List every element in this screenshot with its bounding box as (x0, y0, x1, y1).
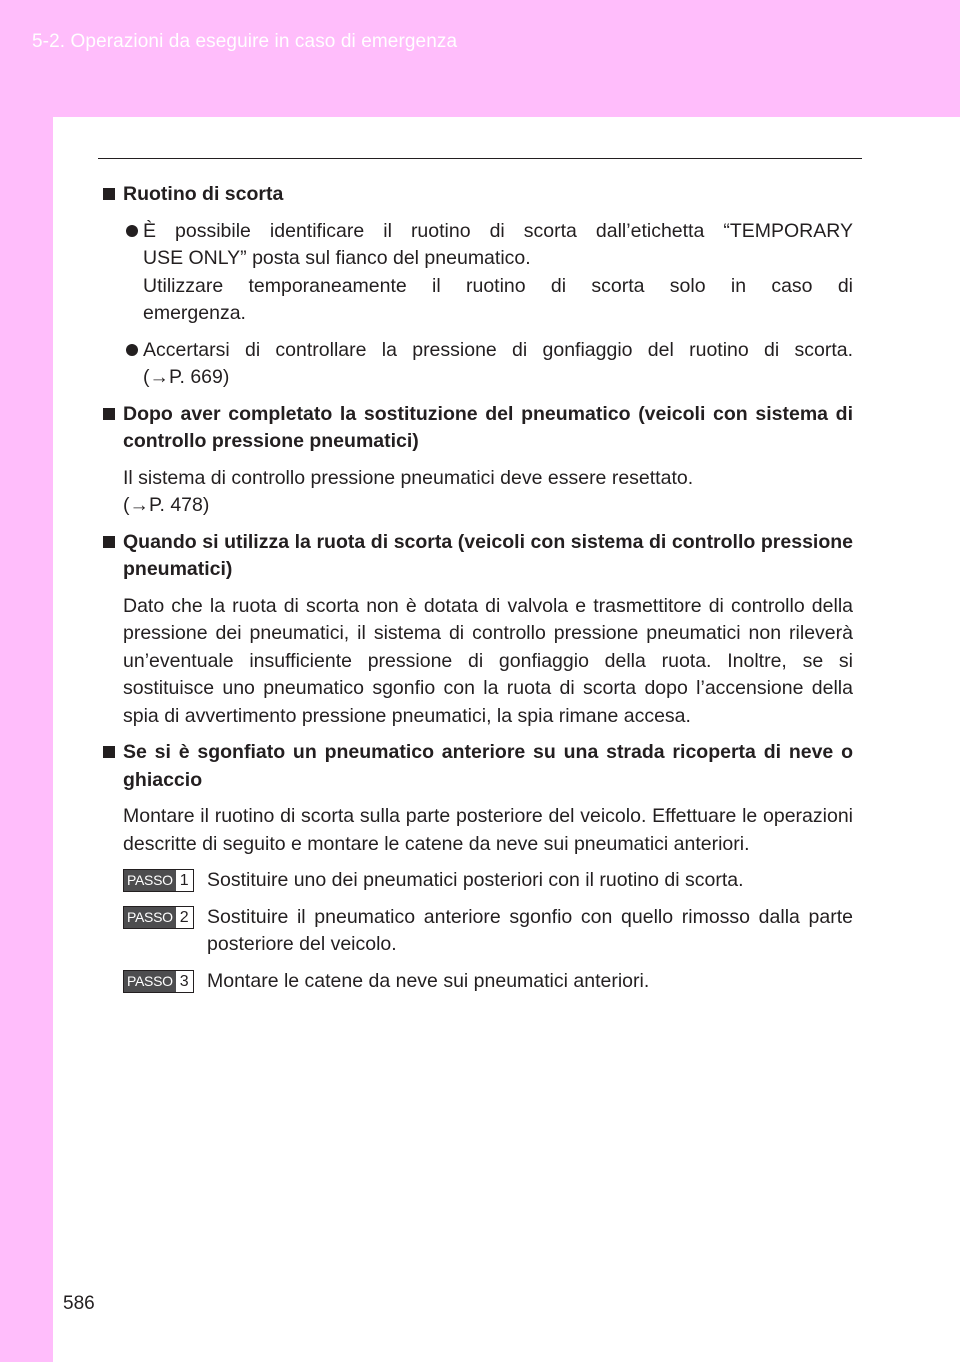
step-item (123, 904, 853, 959)
bullet-line: Accertarsi di controllare la pressione di gonfiaggio del ruotino di scorta. (143, 338, 853, 361)
body-text: Dato che la ruota di scorta non è dotata di valvola e trasmettitore di controllo della pressione dei pneumatici, il sistema di controllo pressione pneumatici non rileverà un’eventuale insufficiente pressione di gonfiaggio della ruota. Inoltre, se si sostituisce uno pneumatico sgonfio con la ruota di scorta dopo l’accensione della spia di avvertimento pressione pneumatici, la spia rimane accesa. (123, 594, 853, 727)
square-bullet-icon (103, 746, 115, 758)
step-label: PASSO (124, 971, 176, 992)
step-label: PASSO (124, 870, 176, 891)
step-label: PASSO (124, 907, 176, 928)
bullet-item (123, 337, 853, 392)
section-divider (98, 158, 862, 159)
section-body (123, 465, 853, 520)
section-heading: Dopo aver completato la sostituzione del pneumatico (veicoli con sistema di controllo pressione pneumatici) (123, 402, 853, 452)
chapter-header-band (0, 0, 960, 117)
step-badge (123, 869, 194, 892)
page-content (101, 181, 853, 995)
section-heading: Quando si utilizza la ruota di scorta (veicoli con sistema di controllo pressione pneumatici) (123, 530, 853, 580)
page-reference: (→P. 669) (143, 366, 230, 388)
step-item (123, 968, 853, 996)
square-bullet-icon (103, 408, 115, 420)
section-heading: Se si è sgonfiato un pneumatico anteriore su una strada ricoperta di neve o ghiaccio (123, 741, 853, 791)
round-bullet-icon (126, 344, 138, 356)
step-number: 3 (176, 971, 193, 992)
bullet-line: emergenza. (143, 302, 246, 324)
body-text: Montare il ruotino di scorta sulla parte posteriore del veicolo. Effettuare le operazioni descritte di seguito e montare le catene da neve sui pneumatici anteriori. (123, 805, 853, 855)
bullet-line: USE ONLY” posta sul fianco del pneumatico. (143, 247, 531, 269)
section-after-replacement (101, 401, 853, 520)
step-text: Montare le catene da neve sui pneumatici anteriori. (207, 969, 650, 992)
step-number: 1 (176, 870, 193, 891)
step-item (123, 867, 853, 895)
bullet-item (123, 218, 853, 328)
chapter-title: 5-2. Operazioni da eseguire in caso di emergenza (32, 31, 458, 52)
section-using-spare (101, 529, 853, 731)
step-number: 2 (176, 907, 193, 928)
step-text: Sostituire il pneumatico anteriore sgonfio con quello rimosso dalla parte posteriore del veicolo. (207, 905, 853, 955)
round-bullet-icon (126, 225, 138, 237)
page-reference: (→P. 478) (123, 494, 210, 516)
step-badge (123, 906, 194, 929)
step-text: Sostituire uno dei pneumatici posteriori con il ruotino di scorta. (207, 869, 744, 891)
bullet-line: È possibile identificare il ruotino di scorta dall’etichetta “TEMPORARY (143, 219, 853, 242)
bullet-line: Utilizzare temporaneamente il ruotino di scorta solo in caso di (143, 274, 853, 297)
page-number: 586 (63, 1293, 95, 1314)
square-bullet-icon (103, 188, 115, 200)
section-front-tire-snow (101, 739, 853, 995)
body-text: Il sistema di controllo pressione pneumatici deve essere resettato. (123, 466, 694, 489)
square-bullet-icon (103, 536, 115, 548)
step-badge (123, 970, 194, 993)
side-margin-band (0, 117, 53, 1362)
section-heading: Ruotino di scorta (123, 183, 284, 205)
section-spare-tire (101, 181, 853, 392)
